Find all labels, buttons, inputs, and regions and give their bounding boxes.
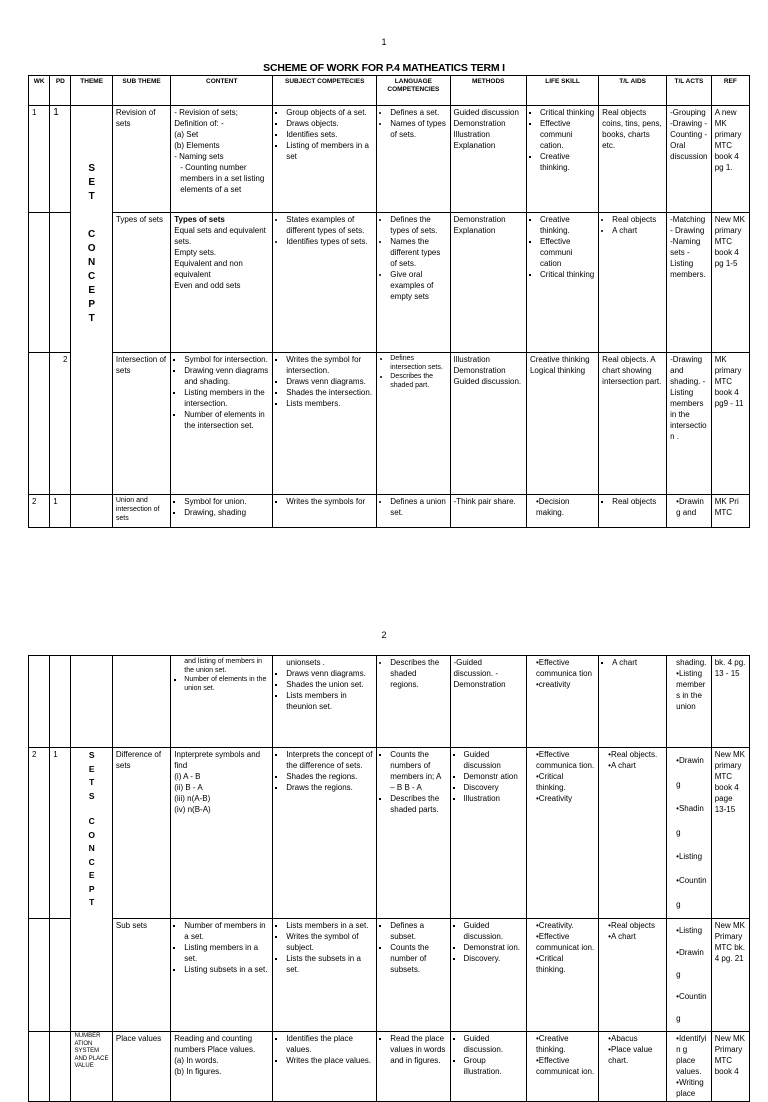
page-number: 1 [381, 37, 387, 47]
cell-tl-acts: -Drawing and shading. - Listing members in the intersection . [667, 353, 712, 495]
cell-language-competencies: • Describes the shaded regions. [377, 656, 450, 748]
cell-subject-competencies: ▪ Group objects of a set. ▪ Draws objects. ▪ Identifies sets. ▪ Listing of members in a set [273, 106, 377, 213]
scheme-table-page1 [28, 75, 750, 528]
cell-content: Reading and counting numbers Place values. (a) In words. (b) In figures. [171, 1032, 273, 1102]
cell-tl-acts: • Listing • Drawing • Counting [667, 919, 712, 1032]
cell-content: Inpterprete symbols and find (i) A - B (ii) B - A (iii) n(A-B) (iv) n(B-A) [171, 748, 273, 919]
cell-language-competencies: ▪ Defines a subset. ▪ Counts the number of subsets. [377, 919, 450, 1032]
scheme-table-page2 [28, 655, 750, 1102]
cell-subject-competencies: • States examples of different types of sets. • Identifies types of sets. [273, 213, 377, 353]
table-row [29, 495, 750, 528]
cell-theme: S E T C O N C E P T [71, 106, 112, 495]
cell-wk: 2 [29, 748, 50, 919]
header-content: CONTENT [171, 76, 273, 106]
cell-language-competencies: • Defines a union set. [377, 495, 450, 528]
cell-sub-theme [112, 656, 170, 748]
cell-life-skill: ▪ Creative thinking. ▪ Effective communi cation ▪ Critical thinking [526, 213, 598, 353]
cell-content: ▪ Number of members in a set. ▪ Listing members in a set. ▪ Listing subsets in a set. [171, 919, 273, 1032]
cell-ref: MK Pri MTC [711, 495, 749, 528]
cell-subject-competencies: ▪ Interprets the concept of the difference of sets. ▪ Shades the regions. ▪ Draws the regions. [273, 748, 377, 919]
header-life-skill: LIFE SKILL [526, 76, 598, 106]
cell-sub-theme: Difference of sets [112, 748, 170, 919]
header-subject-competencies: SUBJECT COMPETECIES [273, 76, 377, 106]
cell-theme [71, 656, 112, 748]
cell-subject-competencies: ▪ Writes the symbol for intersection. ▪ Draws venn diagrams. ▪ Shades the intersection. ▪ Lists members. [273, 353, 377, 495]
cell-ref: New MK primary MTC book 4 pg 1-5 [711, 213, 749, 353]
cell-tl-aids: • Abacus • Place value chart. [599, 1032, 667, 1102]
cell-sub-theme: Place values [112, 1032, 170, 1102]
cell-life-skill: Creative thinking Logical thinking [526, 353, 598, 495]
cell-tl-acts: -Matching - Drawing -Naming sets -Listing members. [667, 213, 712, 353]
cell-tl-acts: • Identifyin g place values. • Writing place [667, 1032, 712, 1102]
cell-wk: 1 [29, 106, 50, 213]
cell-pd [50, 919, 71, 1032]
header-pd: PD [50, 76, 71, 106]
table-row [29, 213, 750, 353]
cell-ref: MK primary MTC book 4 pg9 - 11 [711, 353, 749, 495]
cell-wk [29, 1032, 50, 1102]
cell-methods: ▪ Guided discussion ▪ Demonstr ation ▪ Discovery ▪ Illustration [450, 748, 526, 919]
document-title: SCHEME OF WORK FOR P.4 MATHEATICS TERM I [263, 62, 505, 74]
cell-tl-aids: Real objects. A chart showing intersection part. [599, 353, 667, 495]
cell-content: - Revision of sets; Definition of: - (a) Set (b) Elements - Naming sets - Counting number members in a set listing elements of a set [171, 106, 273, 213]
cell-life-skill: ▪ Critical thinking ▪ Effective communi cation. ▪ Creative thinking. [526, 106, 598, 213]
header-sub-theme: SUB THEME [112, 76, 170, 106]
cell-tl-aids: • Real objects. • A chart [599, 748, 667, 919]
cell-pd: 1 [50, 748, 71, 919]
cell-theme: NUMBER ATION SYSTEM AND PLACE VALUE [71, 1032, 112, 1102]
cell-pd: 1 [50, 495, 71, 528]
cell-pd [50, 656, 71, 748]
cell-life-skill: • Creativity. • Effective communicat ion. • Critical thinking. [526, 919, 598, 1032]
cell-language-competencies: • Defines a set. • Names of types of sets. [377, 106, 450, 213]
table-row [29, 1032, 750, 1102]
cell-content: Types of sets ▪ Equal sets and equivalent sets. ▪ Empty sets. ▪ Equivalent and non equivalent ▪ Even and odd sets [171, 213, 273, 353]
cell-wk [29, 353, 50, 495]
cell-wk [29, 919, 50, 1032]
table-row [29, 919, 750, 1032]
table-row [29, 748, 750, 919]
cell-language-competencies: ▪ Read the place values in words and in figures. [377, 1032, 450, 1102]
table-row [29, 106, 750, 213]
cell-content: ▪ Symbol for intersection. ▪ Drawing venn diagrams and shading. ▪ Listing members in the intersection. ▪ Number of elements in the intersection set. [171, 353, 273, 495]
cell-language-competencies: ▪ Counts the numbers of members in; A – B B - A ▪ Describes the shaded parts. [377, 748, 450, 919]
cell-tl-aids: ▪ A chart [599, 656, 667, 748]
cell-theme [71, 495, 112, 528]
cell-subject-competencies: unionsets . ▪ Draws venn diagrams. ▪ Shades the union set. ▪ Lists members in theunion set. [273, 656, 377, 748]
cell-subject-competencies: ▪ Writes the symbols for [273, 495, 377, 528]
header-theme: THEME [71, 76, 112, 106]
cell-methods: Illustration Demonstration Guided discussion. [450, 353, 526, 495]
cell-theme: S E T S C O N C E P T [71, 748, 112, 1032]
cell-tl-aids: • Real objects • A chart [599, 919, 667, 1032]
cell-life-skill: • Effective communica tion. • Critical thinking. • Creativity [526, 748, 598, 919]
cell-tl-acts: • Drawing and [667, 495, 712, 528]
header-wk: WK [29, 76, 50, 106]
cell-ref: A new MK primary MTC book 4 pg 1. [711, 106, 749, 213]
cell-pd [50, 1032, 71, 1102]
cell-tl-aids: Real objects coins, tins, pens, books, charts etc. [599, 106, 667, 213]
cell-methods: -Think pair share. [450, 495, 526, 528]
cell-wk: 2 [29, 495, 50, 528]
cell-ref: bk. 4 pg. 13 - 15 [711, 656, 749, 748]
cell-sub-theme: Union and intersection of sets [112, 495, 170, 528]
cell-methods: -Guided discussion. - Demonstration [450, 656, 526, 748]
header-language-competencies: LANGUAGE COMPETENCIES [377, 76, 450, 106]
cell-language-competencies: • Defines intersection sets. • Describes the shaded part. [377, 353, 450, 495]
cell-methods: Guided discussion Demonstration Illustration Explanation [450, 106, 526, 213]
cell-tl-acts: • Drawing • Shading • Listing • Counting [667, 748, 712, 919]
cell-ref: New MK primary MTC book 4 page 13-15 [711, 748, 749, 919]
cell-life-skill: • Decision making. [526, 495, 598, 528]
header-methods: METHODS [450, 76, 526, 106]
header-ref: REF [711, 76, 749, 106]
cell-pd: 1 [50, 106, 71, 213]
table-row [29, 353, 750, 495]
cell-sub-theme: Types of sets [112, 213, 170, 353]
cell-sub-theme: Sub sets [112, 919, 170, 1032]
cell-tl-acts: shading. • Listing members in the union [667, 656, 712, 748]
cell-life-skill: • Creative thinking. • Effective communicat ion. [526, 1032, 598, 1102]
page-number: 2 [381, 630, 387, 640]
cell-subject-competencies: ▪ Identifies the place values. ▪ Writes the place values. [273, 1032, 377, 1102]
cell-subject-competencies: ▪ Lists members in a set. ▪ Writes the symbol of subject. ▪ Lists the subsets in a set. [273, 919, 377, 1032]
cell-tl-aids: • Real objects • A chart [599, 213, 667, 353]
cell-methods: ▪ Guided discussion. ▪ Demonstrat ion. ▪ Discovery. [450, 919, 526, 1032]
header-tl-aids: T/L AIDS [599, 76, 667, 106]
cell-ref: New MK Primary MTC book 4 [711, 1032, 749, 1102]
table-row [29, 656, 750, 748]
cell-sub-theme: Intersection of sets [112, 353, 170, 495]
header-tl-acts: T/L ACTS [667, 76, 712, 106]
cell-pd [50, 213, 71, 353]
cell-wk [29, 656, 50, 748]
cell-language-competencies: • Defines the types of sets. • Names the different types of sets. • Give oral examples of empty sets [377, 213, 450, 353]
cell-methods: Demonstration Explanation [450, 213, 526, 353]
cell-sub-theme: Revision of sets [112, 106, 170, 213]
cell-tl-acts: -Grouping -Drawing -Counting -Oral discussion [667, 106, 712, 213]
cell-wk [29, 213, 50, 353]
cell-life-skill: • Effective communica tion • creativity [526, 656, 598, 748]
cell-methods: ▪ Guided discussion. ▪ Group illustration. [450, 1032, 526, 1102]
cell-ref: New MK Primary MTC bk. 4 pg. 21 [711, 919, 749, 1032]
cell-pd: 2 [50, 353, 71, 495]
cell-tl-aids: ▪ Real objects [599, 495, 667, 528]
cell-content: and listing of members in the union set. ▪ Number of elements in the union set. [171, 656, 273, 748]
cell-content: ▪ Symbol for union. ▪ Drawing, shading [171, 495, 273, 528]
header-row [29, 76, 750, 106]
